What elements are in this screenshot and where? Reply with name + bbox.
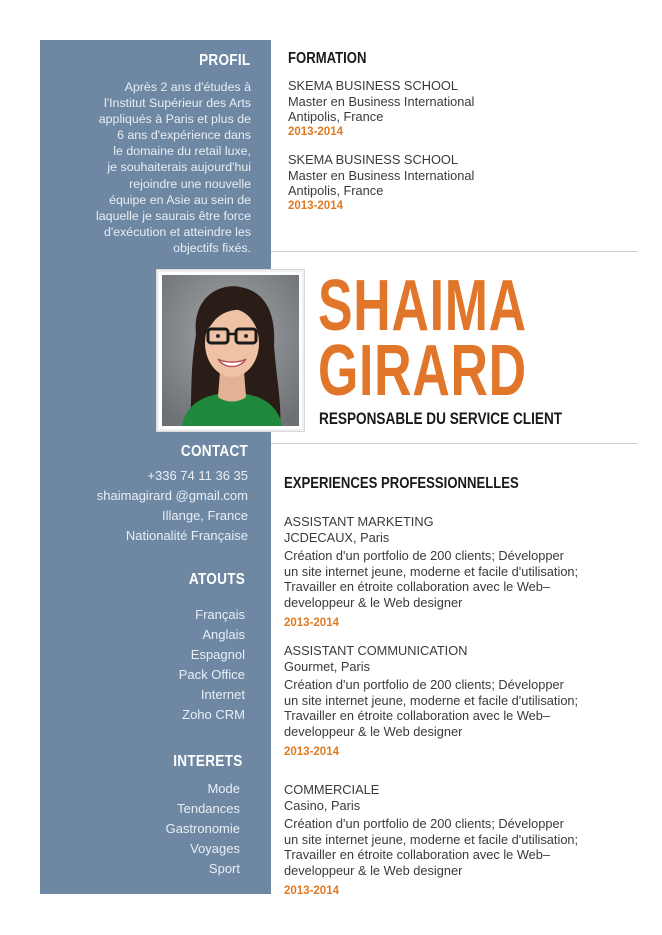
experience-date: 2013-2014 — [284, 617, 339, 629]
profil-text — [44, 79, 251, 256]
profil-line: Après 2 ans d'études à — [124, 80, 251, 94]
contact-email: shaimagirard @gmail.com — [96, 488, 248, 503]
contact-list — [97, 466, 248, 546]
formation-heading: FORMATION — [288, 50, 367, 67]
experience-desc: developpeur & le Web designer — [284, 594, 463, 610]
contact-heading: CONTACT — [180, 443, 248, 460]
formation-entry — [288, 152, 474, 214]
list-item: Pack Office — [178, 667, 245, 682]
experience-desc: un site internet jeune, moderne et facile d'utilisation; — [284, 563, 579, 579]
list-item: Espagnol — [190, 647, 245, 662]
experience-desc: Travailler en étroite collaboration avec le Web– — [284, 579, 551, 594]
experience-company: Casino, Paris — [284, 797, 361, 813]
formation-date: 2013-2014 — [288, 199, 343, 212]
atouts-heading: ATOUTS — [188, 571, 245, 588]
list-item: Tendances — [177, 801, 240, 816]
formation-school: SKEMA BUSINESS SCHOOL — [288, 78, 458, 93]
list-item: Gastronomie — [165, 821, 240, 836]
profil-line: appliqués à Paris et plus de — [98, 112, 251, 127]
formation-date: 2013-2014 — [288, 125, 343, 138]
profil-line: laquelle je saurais être force — [96, 208, 251, 223]
experience-title: ASSISTANT MARKETING — [284, 514, 434, 529]
list-item: Français — [195, 607, 245, 622]
portrait-illustration — [162, 275, 299, 426]
profile-photo-frame — [157, 270, 304, 431]
contact-nationality: Nationalité Française — [125, 528, 248, 543]
experiences-heading: EXPERIENCES PROFESSIONNELLES — [284, 475, 519, 492]
formation-entry — [288, 78, 474, 140]
formation-degree: Master en Business International — [288, 167, 475, 183]
profile-photo — [162, 275, 299, 426]
list-item: Sport — [208, 861, 240, 876]
experience-desc: Création d'un portfolio de 200 clients; Développer — [284, 548, 564, 563]
list-item: Zoho CRM — [182, 707, 245, 722]
interets-list — [166, 779, 240, 879]
formation-degree: Master en Business International — [288, 93, 475, 109]
profil-heading: PROFIL — [198, 52, 250, 69]
profil-line: je souhaiterais aujourd'hui — [107, 160, 251, 175]
experience-desc: un site internet jeune, moderne et facile d'utilisation; — [284, 692, 579, 708]
formation-place: Antipolis, France — [288, 109, 384, 124]
interets-heading: INTERETS — [173, 753, 243, 770]
profil-line: 6 ans d'expérience dans — [117, 128, 251, 143]
experience-desc: Création d'un portfolio de 200 clients; Développer — [284, 677, 564, 692]
divider — [271, 443, 638, 444]
list-item: Anglais — [202, 627, 245, 642]
profil-line: objectifs fixés. — [173, 240, 251, 255]
list-item: Internet — [200, 687, 245, 702]
experience-entry — [284, 782, 578, 900]
experience-date: 2013-2014 — [284, 746, 339, 758]
list-item: Voyages — [190, 841, 240, 856]
experience-desc: Création d'un portfolio de 200 clients; Développer — [284, 816, 564, 831]
experience-company: Gourmet, Paris — [284, 658, 371, 674]
experience-desc: developpeur & le Web designer — [284, 723, 463, 739]
experience-desc: Travailler en étroite collaboration avec le Web– — [284, 847, 551, 862]
experience-desc: Travailler en étroite collaboration avec le Web– — [284, 708, 551, 723]
experience-desc: un site internet jeune, moderne et facile d'utilisation; — [284, 831, 579, 847]
job-title: RESPONSABLE DU SERVICE CLIENT — [319, 409, 563, 428]
experience-desc: developpeur & le Web designer — [284, 862, 463, 878]
formation-place: Antipolis, France — [288, 183, 384, 198]
divider — [271, 251, 638, 252]
experience-entry — [284, 514, 578, 632]
profil-line: rejoindre une nouvelle — [129, 176, 251, 191]
contact-phone: +336 74 11 36 35 — [147, 468, 248, 483]
formation-school: SKEMA BUSINESS SCHOOL — [288, 152, 458, 167]
experience-company: JCDECAUX, Paris — [284, 529, 390, 545]
first-name: SHAIMA — [318, 266, 527, 346]
experience-title: ASSISTANT COMMUNICATION — [284, 643, 468, 658]
experience-date: 2013-2014 — [284, 885, 339, 897]
profil-line: d'exécution et atteindre les — [103, 224, 251, 239]
experience-title: COMMERCIALE — [284, 782, 380, 797]
last-name: GIRARD — [318, 331, 527, 411]
profil-line: l'Institut Supérieur des Arts — [104, 96, 251, 111]
experience-entry — [284, 643, 578, 761]
contact-location: Illange, France — [162, 508, 248, 523]
profil-line: équipe en Asie au sein de — [109, 192, 251, 207]
list-item: Mode — [207, 781, 240, 796]
profil-line: le domaine du retail luxe, — [113, 144, 251, 159]
atouts-list — [179, 605, 245, 725]
